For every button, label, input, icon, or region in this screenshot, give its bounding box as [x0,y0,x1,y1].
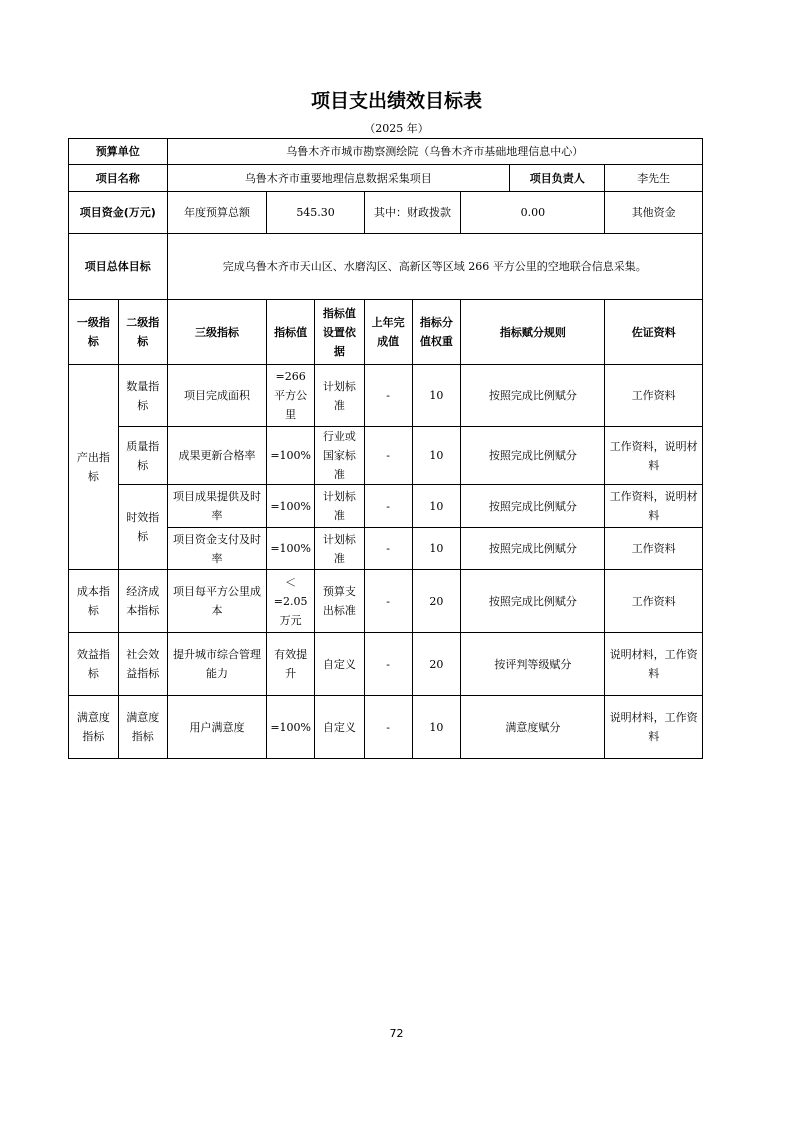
row-basis: 计划标准 [314,485,364,528]
row-basis: 自定义 [314,696,364,759]
fiscal-value: 0.00 [461,192,605,234]
header-row [69,300,703,365]
goal-row [69,234,703,300]
header-weight: 指标分值权重 [412,300,461,365]
row-value: ＜=2.05万元 [267,570,315,633]
row-value: =100% [267,528,315,570]
subgroup-social: 社会效益指标 [118,633,167,696]
row-rule: 满意度赋分 [461,696,605,759]
row-name: 项目成果提供及时率 [167,485,267,528]
page-title: 项目支出绩效目标表 [310,90,482,112]
row-last: - [364,427,412,485]
table-row [69,633,703,696]
goal-label: 项目总体目标 [69,234,168,300]
table-row [69,570,703,633]
row-value: =266平方公里 [267,365,315,427]
row-weight: 20 [412,633,461,696]
annual-value: 545.30 [267,192,365,234]
table-row [69,365,703,427]
subgroup-quantity: 数量指标 [118,365,167,427]
table-row [69,696,703,759]
row-name: 项目每平方公里成本 [167,570,267,633]
row-evidence: 工作资料，说明材料 [605,427,703,485]
row-weight: 10 [412,528,461,570]
row-evidence: 说明材料，工作资料 [605,696,703,759]
table-row [69,427,703,485]
row-weight: 10 [412,485,461,528]
subgroup-timeliness: 时效指标 [118,485,167,570]
row-last: - [364,528,412,570]
row-name: 提升城市综合管理能力 [167,633,267,696]
row-last: - [364,485,412,528]
header-evidence: 佐证资料 [605,300,703,365]
unit-value: 乌鲁木齐市城市勘察测绘院（乌鲁木齐市基础地理信息中心） [167,139,702,165]
header-level3: 三级指标 [167,300,267,365]
header-level2: 二级指标 [118,300,167,365]
group-output: 产出指标 [69,365,119,570]
row-rule: 按照完成比例赋分 [461,365,605,427]
performance-table [68,138,703,759]
row-value: =100% [267,427,315,485]
project-value: 乌鲁木齐市重要地理信息数据采集项目 [167,165,509,192]
row-last: - [364,633,412,696]
goal-value: 完成乌鲁木齐市天山区、水磨沟区、高新区等区域 266 平方公里的空地联合信息采集。 [167,234,702,300]
row-weight: 20 [412,570,461,633]
project-label: 项目名称 [69,165,168,192]
row-name: 用户满意度 [167,696,267,759]
row-rule: 按评判等级赋分 [461,633,605,696]
row-evidence: 说明材料，工作资料 [605,633,703,696]
row-value: =100% [267,696,315,759]
subgroup-economic: 经济成本指标 [118,570,167,633]
subgroup-quality: 质量指标 [118,427,167,485]
row-weight: 10 [412,427,461,485]
row-basis: 计划标准 [314,528,364,570]
row-last: - [364,365,412,427]
leader-label: 项目负责人 [510,165,605,192]
row-evidence: 工作资料 [605,570,703,633]
funds-row [69,192,703,234]
row-rule: 按照完成比例赋分 [461,528,605,570]
row-name: 项目资金支付及时率 [167,528,267,570]
group-satisfaction: 满意度指标 [69,696,119,759]
leader-value: 李先生 [605,165,703,192]
row-rule: 按照完成比例赋分 [461,485,605,528]
row-weight: 10 [412,696,461,759]
group-cost: 成本指标 [69,570,119,633]
row-name: 项目完成面积 [167,365,267,427]
row-basis: 自定义 [314,633,364,696]
annual-label: 年度预算总额 [167,192,267,234]
row-rule: 按照完成比例赋分 [461,427,605,485]
row-last: - [364,570,412,633]
header-basis: 指标值设置依据 [314,300,364,365]
group-benefit: 效益指标 [69,633,119,696]
header-rule: 指标赋分规则 [461,300,605,365]
header-last-year: 上年完成值 [364,300,412,365]
year-label: （2025 年） [364,122,429,135]
row-weight: 10 [412,365,461,427]
row-basis: 行业或国家标准 [314,427,364,485]
funds-label: 项目资金(万元) [69,192,168,234]
row-last: - [364,696,412,759]
unit-label: 预算单位 [69,139,168,165]
row-rule: 按照完成比例赋分 [461,570,605,633]
unit-row [69,139,703,165]
subgroup-satisfaction: 满意度指标 [118,696,167,759]
header-value: 指标值 [267,300,315,365]
row-name: 成果更新合格率 [167,427,267,485]
row-basis: 预算支出标准 [314,570,364,633]
row-basis: 计划标准 [314,365,364,427]
table-row [69,485,703,528]
header-level1: 一级指标 [69,300,119,365]
project-row [69,165,703,192]
row-value: =100% [267,485,315,528]
row-evidence: 工作资料 [605,528,703,570]
other-label: 其他资金 [605,192,703,234]
page-number: 72 [389,1027,404,1040]
row-evidence: 工作资料 [605,365,703,427]
fiscal-label: 其中：财政拨款 [364,192,460,234]
row-value: 有效提升 [267,633,315,696]
row-evidence: 工作资料，说明材料 [605,485,703,528]
